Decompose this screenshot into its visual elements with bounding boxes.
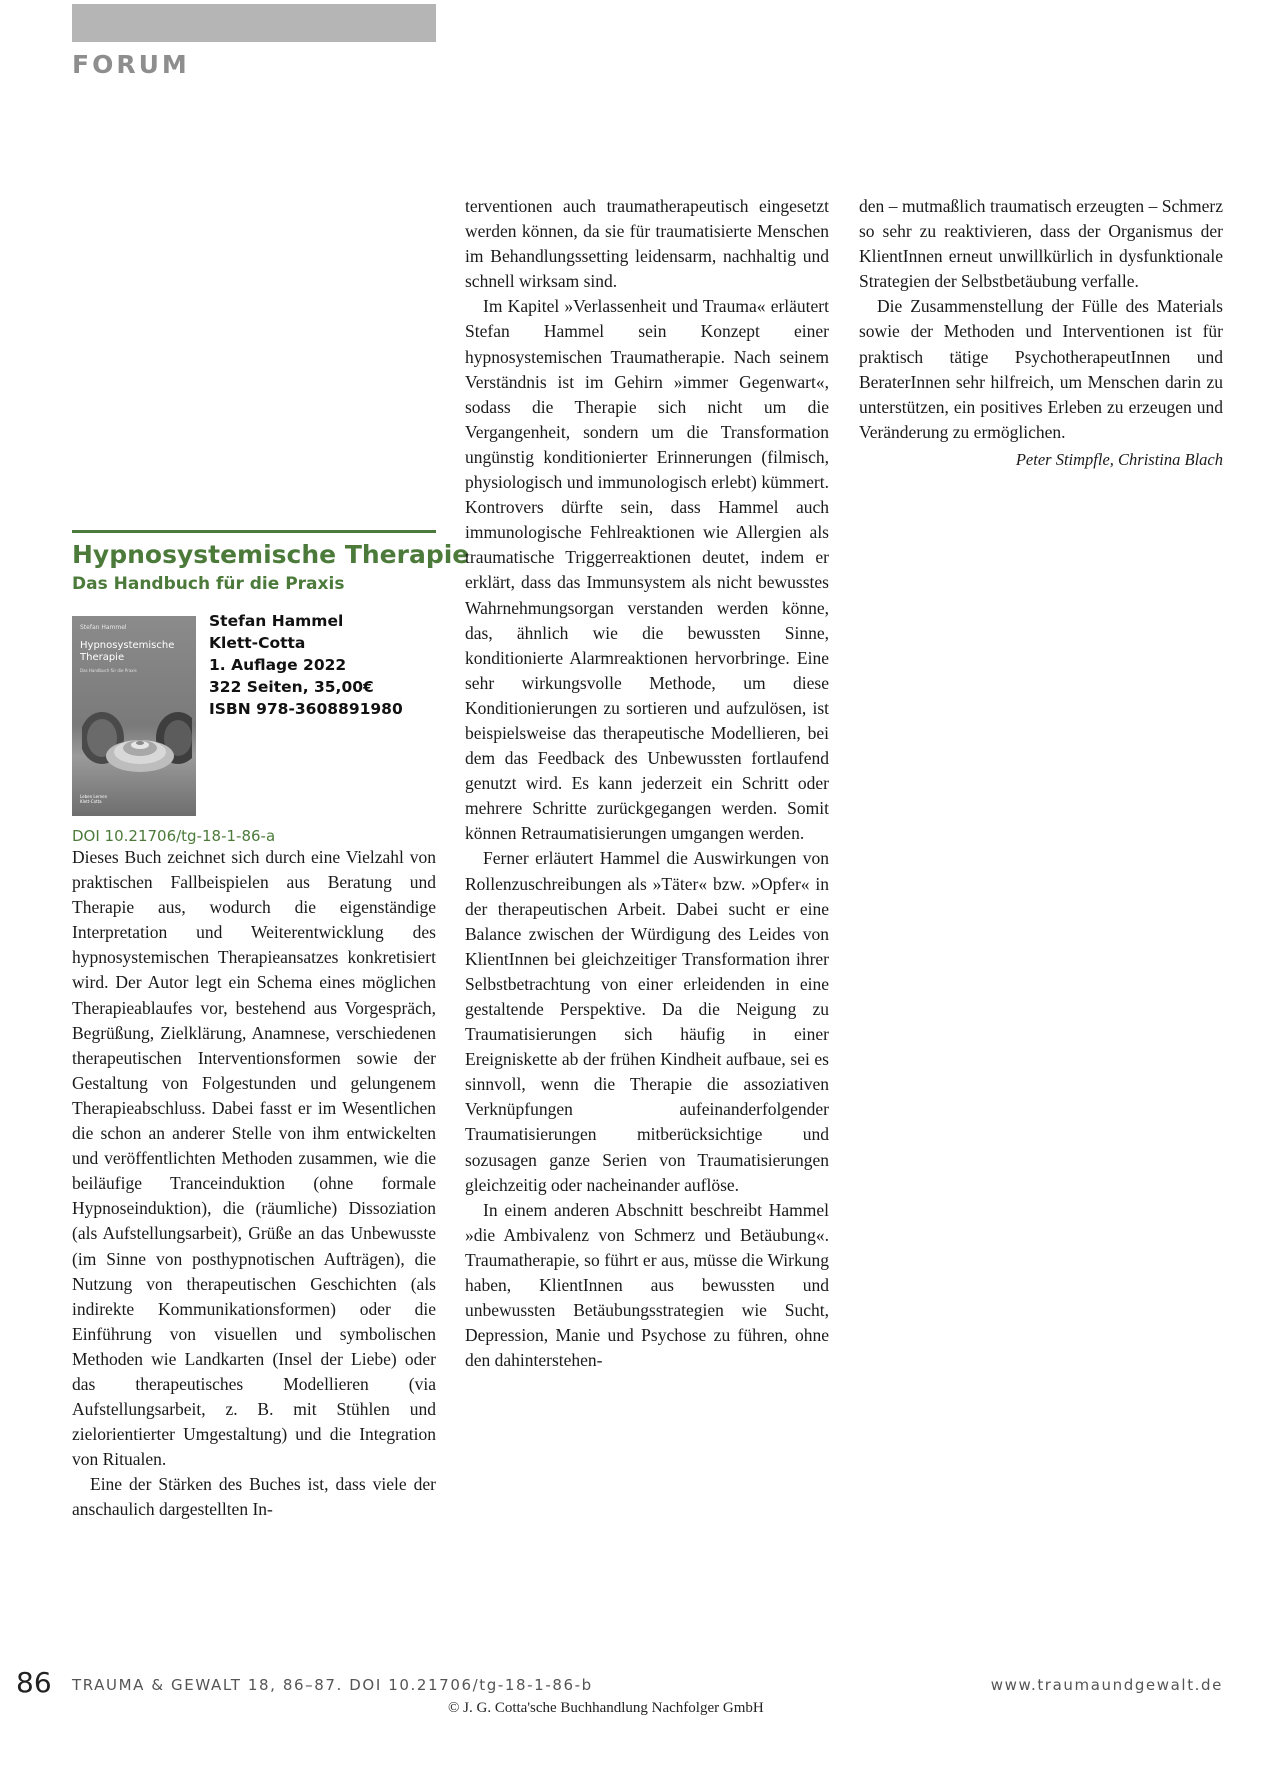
- paragraph: terventionen auch traumatherapeutisch eingesetzt werden können, da sie für traumatisierte Menschen im Behandlungssetting leidensarm, nachhaltig und schnell wirksam sind.: [465, 196, 829, 292]
- header-bar: [72, 4, 436, 42]
- footer-website: www.traumaundgewalt.de: [990, 1676, 1223, 1694]
- paragraph: Eine der Stärken des Buches ist, dass viele der anschaulich dargestellten In-: [72, 1474, 436, 1520]
- book-publisher: Klett-Cotta: [209, 634, 306, 652]
- cover-subtitle: Das Handbuch für die Praxis: [80, 668, 137, 673]
- book-cover-image: [72, 616, 196, 816]
- book-pages-price: 322 Seiten, 35,00€: [209, 678, 374, 696]
- copyright-notice: © J. G. Cotta'sche Buchhandlung Nachfolger GmbH: [448, 1700, 764, 1716]
- paragraph: Die Zusammenstellung der Fülle des Materials sowie der Methoden und Interventionen ist für praktisch tätige PsychotherapeutInnen und BeraterInnen sehr hilfreich, um Menschen darin zu unterstützen, ein positives Erleben zu erzeugen und Veränderung zu ermöglichen.: [859, 296, 1223, 442]
- cover-artwork: [82, 708, 192, 788]
- book-edition: 1. Auflage 2022: [209, 656, 347, 674]
- book-metadata: [209, 610, 449, 720]
- text-column-1: [72, 845, 436, 1523]
- book-author: Stefan Hammel: [209, 612, 344, 630]
- paragraph: Im Kapitel »Verlassenheit und Trauma« erläutert Stefan Hammel sein Konzept einer hypnosystemischen Traumatherapie. Nach seinem Verständnis ist im Gehirn »immer Gegenwart«, sodass die Therapie sich nicht um die Vergangenheit, sondern um die Transformation ungünstig konditionierter Erinnerungen (filmisch, physiologisch und immunologisch erlebt) kümmert. Kontrovers dürfte sein, dass Hammel auch immunologische Fehlreaktionen wie Allergien als traumatische Triggerreaktionen deutet, indem er erklärt, dass das Immunsystem als nicht bewusstes Wahrnehmungsorgan verstanden werden könne, das, ähnlich wie die bewussten Sinne, konditionierte Alarmreaktionen hervorbringe. Eine sehr wirkungsvolle Methode, um diese Konditionierungen zu sortieren und aufzulösen, ist beispielsweise das therapeutische Modellieren, bei dem das Feedback des Unbewussten fortlaufend genutzt wird. Es kann jederzeit ein Schritt oder mehrere Schritte zurückgegangen werden. Somit können Retraumatisierungen umgangen werden.: [465, 296, 829, 844]
- title-rule: [72, 530, 436, 533]
- cover-author: Stefan Hammel: [80, 624, 127, 631]
- review-title: Hypnosystemische Therapie: [72, 540, 470, 569]
- text-column-3: [859, 194, 1223, 472]
- review-doi: DOI 10.21706/tg-18-1-86-a: [72, 827, 276, 845]
- cover-publisher: Leben Lernen Klett-Cotta: [80, 794, 108, 804]
- review-subtitle: Das Handbuch für die Praxis: [72, 574, 345, 594]
- paragraph: In einem anderen Abschnitt beschreibt Hammel »die Ambivalenz von Schmerz und Betäubung«. Traumatherapie, so führt er aus, müsse die Wirkung haben, KlientInnen aus bewussten und unbewussten Betäubungsstrategien wie Sucht, Depression, Manie und Psychose zu führen, ohne den dahinterstehen-: [465, 1199, 829, 1371]
- cover-title: Hypnosystemische Therapie: [80, 640, 175, 663]
- paragraph: Ferner erläutert Hammel die Auswirkungen von Rollenzuschreibungen als »Täter« bzw. »Opfer« in der therapeutischen Arbeit. Dabei sucht er eine Balance zwischen der Würdigung des Leides von KlientInnen bei gleichzeitiger Transformation ihrer Selbstbetrachtung von einer erleidenden in eine gestaltende Perspektive. Da die Neigung zu Traumatisierungen sich häufig in einer Ereigniskette ab der frühen Kindheit aufbaue, sei es sinnvoll, wenn die Therapie die assoziativen Verknüpfungen aufeinanderfolgender Traumatisierungen mitberücksichtige und sozusagen ganze Serien von Traumatisierungen gleichzeitig oder nacheinander auflöse.: [465, 848, 829, 1195]
- section-label: FORUM: [72, 50, 190, 79]
- page-number: 86: [16, 1666, 52, 1699]
- footer-journal-citation: TRAUMA & GEWALT 18, 86–87. DOI 10.21706/tg-18-1-86-b: [72, 1676, 593, 1694]
- book-isbn: ISBN 978-3608891980: [209, 700, 403, 718]
- text-column-2: [465, 194, 829, 1373]
- review-signature: Peter Stimpfle, Christina Blach: [1015, 449, 1223, 469]
- paragraph: den – mutmaßlich traumatisch erzeugten – Schmerz so sehr zu reaktivieren, dass der Organismus der KlientInnen erneut unwillkürlich in dysfunktionale Strategien der Selbstbetäubung verfalle.: [859, 196, 1223, 292]
- paragraph: Dieses Buch zeichnet sich durch eine Vielzahl von praktischen Fallbeispielen aus Beratung und Therapie aus, wodurch die eigenständige Interpretation und Weiterentwicklung des hypnosystemischen Therapieansatzes konkretisiert wird. Der Autor legt ein Schema eines möglichen Therapieablaufes vor, bestehend aus Vorgespräch, Begrüßung, Zielklärung, Anamnese, verschiedenen therapeutischen Interventionsformen sowie der Gestaltung von Folgestunden und gelungenem Therapieabschluss. Dabei fasst er im Wesentlichen die schon an anderer Stelle von ihm entwickelten und veröffentlichten Methoden zusammen, wie die beiläufige Tranceinduktion (ohne formale Hypnoseinduktion), die (räumliche) Dissoziation (als Aufstellungsarbeit), Grüße an das Unbewusste (im Sinne von posthypnotischen Aufträgen), die Nutzung von therapeutischen Geschichten (als indirekte Kommunikationsformen) oder die Einführung von visuellen und symbolischen Methoden wie Landkarten (Insel der Liebe) oder das therapeutisches Modellieren (via Aufstellungsarbeit, z. B. mit Stühlen und zielorientierter Umgestaltung) und die Integration von Ritualen.: [72, 847, 436, 1470]
